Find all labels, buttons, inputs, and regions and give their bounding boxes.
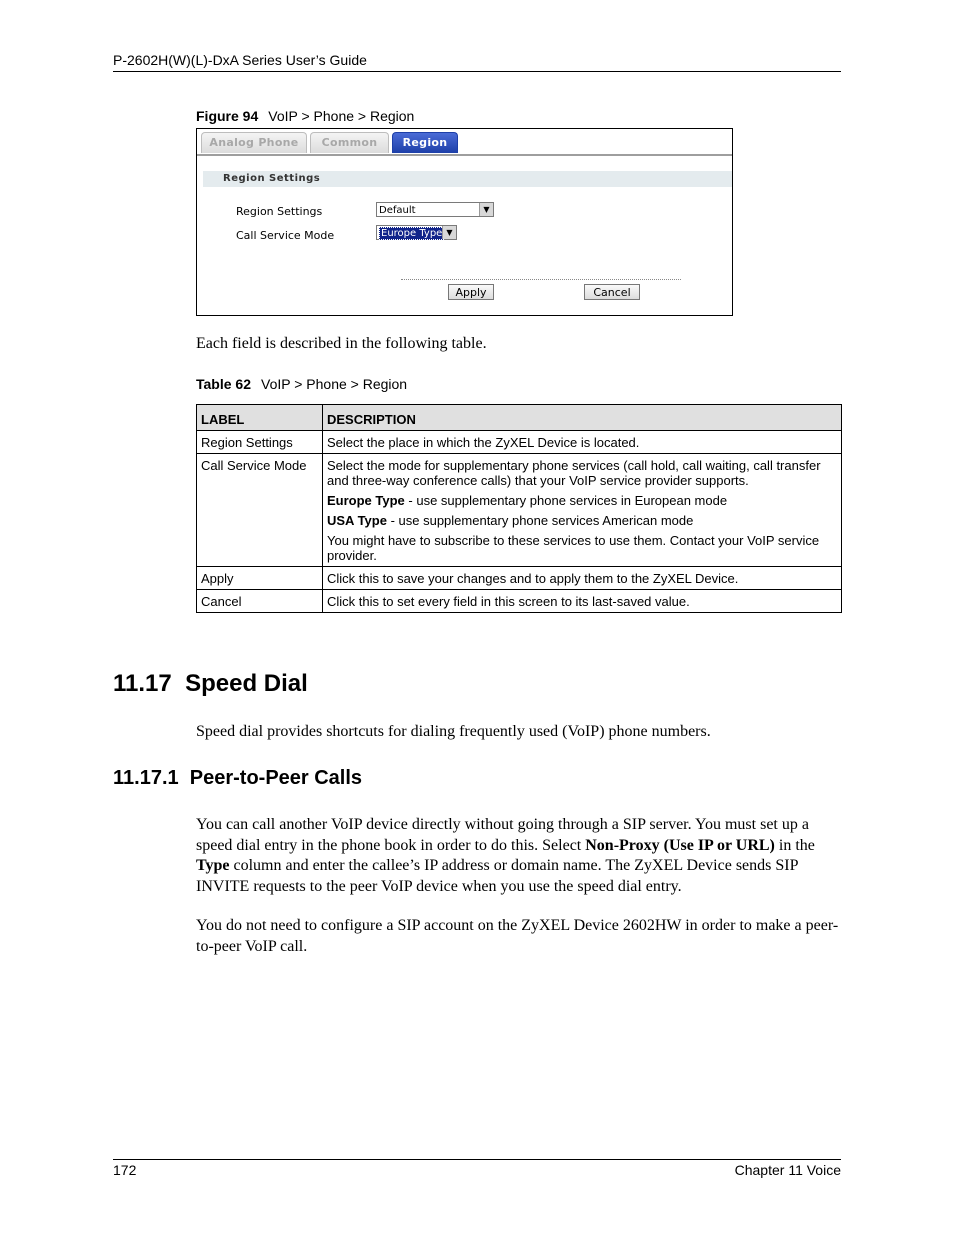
column-header-description: DESCRIPTION bbox=[323, 405, 842, 431]
row-label: Region Settings bbox=[197, 431, 323, 454]
header-rule bbox=[113, 71, 841, 72]
section-body: Speed dial provides shortcuts for dialing frequently used (VoIP) phone numbers. bbox=[196, 723, 711, 740]
divider bbox=[401, 279, 681, 280]
table-caption bbox=[196, 376, 407, 392]
table-header-row bbox=[197, 405, 842, 431]
row-description: Click this to save your changes and to apply them to the ZyXEL Device. bbox=[323, 567, 842, 590]
apply-button[interactable]: Apply bbox=[448, 284, 494, 300]
term: USA Type bbox=[327, 513, 387, 528]
table-row bbox=[197, 590, 842, 613]
subsection-title: Peer-to-Peer Calls bbox=[189, 767, 363, 789]
figure-title: VoIP > Phone > Region bbox=[268, 108, 415, 124]
section-header: Region Settings bbox=[203, 171, 732, 187]
term-description: - use supplementary phone services American mode bbox=[386, 513, 694, 528]
text-run: You can call another VoIP device directly without going through a SIP server. You must set up a speed dial entry in the phone book in order to do this. Select bbox=[196, 816, 809, 854]
column-header-label: LABEL bbox=[197, 405, 323, 431]
description-paragraph bbox=[327, 513, 837, 528]
tab-underline bbox=[197, 154, 732, 156]
bold-run: Type bbox=[196, 857, 230, 874]
tab-analog-phone[interactable]: Analog Phone bbox=[201, 132, 307, 153]
term: Europe Type bbox=[327, 493, 405, 508]
region-settings-label: Region Settings bbox=[236, 205, 323, 218]
description-paragraph bbox=[327, 493, 837, 508]
row-label: Apply bbox=[197, 567, 323, 590]
table-row bbox=[197, 431, 842, 454]
dropdown-arrow-icon: ▼ bbox=[479, 203, 493, 216]
chapter-title: Chapter 11 Voice bbox=[734, 1162, 841, 1178]
region-settings-value: Default bbox=[379, 205, 416, 216]
row-label: Call Service Mode bbox=[197, 454, 323, 567]
description-paragraph: Select the mode for supplementary phone services (call hold, call waiting, call transfer and three-way conference calls) that your VoIP service provider supports. bbox=[327, 458, 821, 488]
figure-caption bbox=[196, 108, 414, 124]
tab-common[interactable]: Common bbox=[310, 132, 389, 153]
table-row bbox=[197, 454, 842, 567]
figure-label: Figure 94 bbox=[196, 108, 259, 124]
section-number: 11.17 bbox=[113, 670, 172, 697]
dropdown-arrow-icon: ▼ bbox=[442, 226, 456, 239]
call-service-mode-label: Call Service Mode bbox=[236, 229, 335, 242]
term-description: - use supplementary phone services in European mode bbox=[404, 493, 728, 508]
call-service-mode-select[interactable] bbox=[376, 225, 457, 240]
call-service-mode-value: Europe Type bbox=[381, 228, 443, 239]
row-description bbox=[323, 454, 842, 567]
table-label: Table 62 bbox=[196, 376, 251, 392]
row-description: Click this to set every field in this screen to its last-saved value. bbox=[323, 590, 842, 613]
tab-region[interactable]: Region bbox=[392, 132, 458, 153]
subsection-paragraph-2: You do not need to configure a SIP account on the ZyXEL Device 2602HW in order to make a peer-to-peer VoIP call. bbox=[196, 917, 839, 955]
table-title: VoIP > Phone > Region bbox=[261, 376, 408, 392]
table-row bbox=[197, 567, 842, 590]
subsection-paragraph-1 bbox=[196, 815, 846, 897]
running-header: P-2602H(W)(L)-DxA Series User’s Guide bbox=[113, 52, 367, 68]
region-screenshot bbox=[196, 128, 733, 316]
description-paragraph: You might have to subscribe to these services to use them. Contact your VoIP service provider. bbox=[327, 533, 820, 563]
bold-run: Non-Proxy (Use IP or URL) bbox=[585, 836, 775, 854]
page-number: 172 bbox=[113, 1162, 137, 1178]
field-description-table bbox=[196, 404, 842, 613]
intro-text: Each field is described in the following table. bbox=[196, 335, 487, 352]
text-run: column and enter the callee’s IP address or domain name. The ZyXEL Device sends SIP INVITE requests to the peer VoIP device when you use the speed dial entry. bbox=[196, 857, 798, 895]
section-title: Speed Dial bbox=[185, 670, 308, 697]
footer-rule bbox=[113, 1159, 841, 1160]
row-description: Select the place in which the ZyXEL Device is located. bbox=[323, 431, 842, 454]
subsection-number: 11.17.1 bbox=[113, 767, 179, 789]
section-heading bbox=[113, 670, 308, 698]
text-run: in the bbox=[774, 836, 815, 854]
cancel-button[interactable]: Cancel bbox=[584, 284, 640, 300]
region-settings-select[interactable] bbox=[376, 202, 494, 217]
subsection-heading bbox=[113, 767, 362, 790]
row-label: Cancel bbox=[197, 590, 323, 613]
